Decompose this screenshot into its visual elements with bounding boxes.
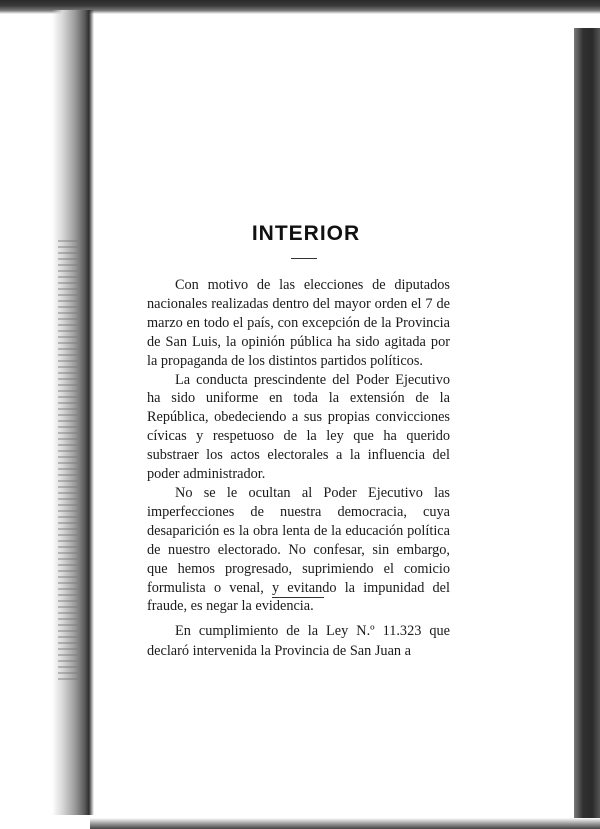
heading-rule	[291, 258, 317, 259]
paragraph-1: Con motivo de las elecciones de diputados nacionales realizadas dentro del mayor orden el 7 de marzo en todo el país, con excepción de la Provincia de San Luis, la opinión pública ha sido agitada por la propaganda de los distintos partidos políticos.	[147, 277, 450, 369]
section-divider	[272, 597, 324, 598]
scan-shadow-right	[574, 28, 600, 818]
trailing-text	[147, 622, 450, 661]
section-heading: INTERIOR	[251, 222, 361, 245]
scan-speckle-left	[58, 240, 78, 680]
paragraph-3: No se le ocultan al Poder Ejecutivo las imperfecciones de nuestra democracia, cuya desaparición es la obra lenta de la educación política de nuestro electorado. No confesar, sin embargo, que hemos progresado, suprimiendo el comicio formulista o venal, y evitando la impunidad del fraude, es negar la evidencia.	[147, 484, 450, 615]
scan-shadow-bottom	[90, 818, 600, 829]
paragraph-4: En cumplimiento de la Ley N.º 11.323 que declaró intervenida la Provincia de San Juan a	[147, 623, 450, 659]
body-text	[147, 276, 450, 616]
paragraph-2: La conducta prescindente del Poder Ejecutivo ha sido uniforme en toda la extensión de la República, obedeciendo a sus propias convicciones cívicas y respetuoso de la ley que ha querido substraer los actos electorales a la influencia del poder administrador.	[147, 371, 450, 483]
